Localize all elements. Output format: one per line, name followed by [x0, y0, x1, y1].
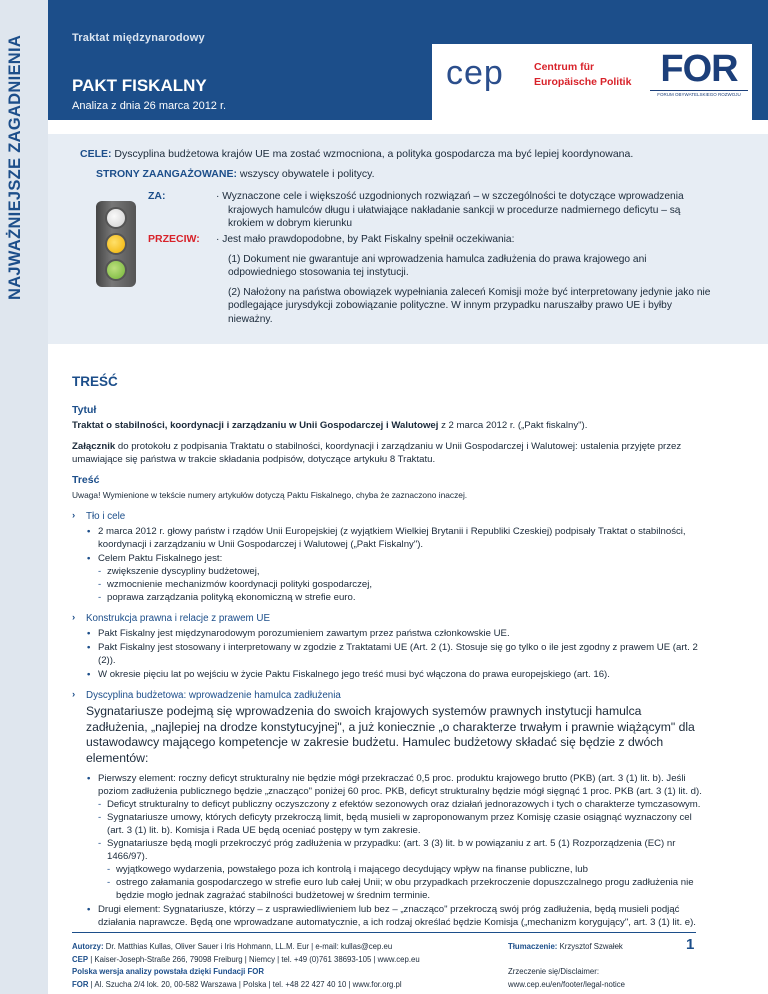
key-issues-vertical-label: NAJWAŻNIEJSZE ZAGADNIENIA	[6, 34, 24, 300]
analysis-date: Analiza z dnia 26 marca 2012 r.	[72, 100, 227, 112]
content-subheading: Treść	[72, 474, 100, 486]
traffic-light-icon	[96, 201, 136, 287]
traffic-light-green	[105, 259, 127, 281]
cep-logo: cep	[446, 54, 504, 92]
footer-divider	[72, 932, 696, 933]
page-number: 1	[686, 936, 695, 953]
article-note: Uwaga! Wymienione w tekście numery artykułów dotyczą Paktu Fiskalnego, chyba że zaznaczono inaczej.	[72, 490, 468, 500]
list-item-background: › Tło i cele • 2 marca 2012 r. głowy państw i rządów Unii Europejskiej (z wyjątkiem Wielkiej Brytanii i Republiki Czeskiej) podpisały Traktat o stabilności, koordynacji i zarządzaniu w Unii Gospodarczej i Walutowej („Pakt Fiskalny"). • Celem Paktu Fiskalnego jest: - zwiększenie dyscypliny budżetowej, - wzmocnienie mechanizmów koordynacji polityki gospodarczej, - poprawa zarządzania polityką ekonomiczną w strefie euro.	[72, 510, 702, 604]
cons-text: · Jest mało prawdopodobne, by Pakt Fiskalny spełnił oczekiwania: (1) Dokument nie gwarantuje ani wprowadzenia hamulca zadłużenia do prawa krajowego ani odpowiedniego stosowania tej instytucji. (2) Nałożony na państwa obowiązek wypełniania zaleceń Komisji może być interpretowany jedynie jako nie podlegające jurysdykcji zobowiązanie polityczne. W innym przypadku naruszałby prawo UE i byłby nieważny.	[216, 233, 716, 332]
list-item-budget-discipline: › Dyscyplina budżetowa: wprowadzenie hamulca zadłużenia Sygnatariusze podejmą się wprowadzenia do swoich krajowych systemów prawnych instytucji hamulca zadłużenia, „najlepiej na drodze konstytucyjnej", a już koniecznie „o charakterze trwałym i prawnie wiążącym" dla ustawodawcy mającego kompetencje w zakresie budżetu. Hamulec budżetowy składać się będzie z dwóch elementów: • Pierwszy element: roczny deficyt strukturalny nie będzie mógł przekraczać 0,5 proc. produktu krajowego brutto (PKB) (art. 3 (1) lit. b). Jeśli poziom zadłużenia publicznego będzie „znacząco" poniżej 60 proc. PKB, deficyt strukturalny będzie mógł sięgnąć 1 proc. PKB (art. 3 (1) lit. d). - Deficyt strukturalny to deficyt publiczny oczyszczony z efektów sezonowych oraz działań jednorazowych i tych o charakterze tymczasowym. - Sygnatariusze umowy, których deficyty przekroczą limit, będą musieli w zaproponowanym przez Komisję czasie osiągnąć wyznaczony cel (art. 3 (1) lit. b). Komisja i Rada UE będą oceniać postępy w tym zakresie. - Sygnatariusze będą mogli przekroczyć próg zadłużenia w przypadku: (art. 3 (3) lit. b w powiązaniu z art. 5 (1) Rozporządzenia (EC) nr 1466/97). - wyjątkowego wydarzenia, powstałego poza ich kontrolą i mającego decydujący wpływ na finanse publiczne, lub - ostrego załamania gospodarczego w strefie euro lub całej Unii; w obu przypadkach przekroczenie dopuszczalnego progu zadłużenia nie będzie mogło jednak zagrażać stabilności budżetowej w średnim terminie. • Drugi element: Sygnatariusze, którzy – z usprawiedliwieniem lub bez – „znacząco" przekroczą swój próg zadłużenia, będą musieli podjąć działania naprawcze. Będą one wprowadzane automatycznie, a ich rodzaj określać będzie Komisja („mechanizm korygujący", art. 3 (1) lit. e).	[72, 689, 702, 929]
title-paragraph: Traktat o stabilności, koordynacji i zarządzaniu w Unii Gospodarczej i Walutowej z 2 marca 2012 r. („Pakt fiskalny").	[72, 420, 588, 431]
document-kicker: Traktat międzynarodowy	[72, 32, 205, 44]
cons-point-1: (1) Dokument nie gwarantuje ani wprowadzenia hamulca zadłużenia do prawa krajowego ani odpowiedniego stosowania tej instytucji.	[228, 253, 647, 278]
title-subheading: Tytuł	[72, 404, 97, 416]
chevron-right-icon: ›	[72, 510, 76, 521]
pros-text: · Wyznaczone cele i większość uzgodnionych rozwiązań – w szczególności te dotyczące wprowadzenia krajowych hamulców długu i ułatwiające nakładanie sankcji w procedurze nadmiernego deficytu – są krokiem w dobrym kierunku	[216, 191, 684, 229]
goals-line: CELE: Dyscyplina budżetowa krajów UE ma zostać wzmocniona, a polityka gospodarcza ma być lepiej koordynowana.	[80, 148, 634, 160]
traffic-light-top	[105, 207, 127, 229]
header-banner	[48, 0, 768, 120]
section-title: TREŚĆ	[72, 374, 118, 389]
traffic-light-yellow	[105, 233, 127, 255]
footer-translation: Tłumaczenie: Krzysztof Szwałek Zrzeczenie się/Disclaimer: www.cep.eu/en/footer/legal-notice	[508, 942, 626, 989]
list-item-legal-structure: › Konstrukcja prawna i relacje z prawem UE • Pakt Fiskalny jest międzynarodowym porozumieniem zawartym przez państwa członkowskie UE. • Pakt Fiskalny jest stosowany i interpretowany w zgodzie z Traktatami UE (Art. 2 (1). Stosuje się go tylko o ile jest zgodny z prawem UE (art. 2 (2)). • W okresie pięciu lat po wejściu w życie Paktu Fiskalnego jego treść musi być włączona do prawa europejskiego (art. 16).	[72, 612, 702, 681]
chevron-right-icon: ›	[72, 612, 76, 623]
pros-label: ZA:	[148, 190, 166, 202]
logos-panel	[432, 44, 752, 120]
cons-point-2: (2) Nałożony na państwa obowiązek wypełniania zaleceń Komisji może być interpretowany jedynie jako nie podlegające jurysdykcji zobowiązanie polityczne. W innym przypadku naruszałby prawo UE i byłby nieważny.	[228, 286, 711, 325]
footer-credits: Autorzy: Dr. Matthias Kullas, Oliver Sauer i Iris Hohmann, LL.M. Eur | e-mail: kullas@cep.eu CEP | Kaiser-Joseph-Straße 266, 79098 Freiburg | Niemcy | tel. +49 (0)761 38693-105 | www.cep.eu Polska wersja analizy powstała dzięki Fundacji FOR FOR | Al. Szucha 2/4 lok. 20, 00-582 Warszawa | Polska | tel. +48 22 427 40 10 | www.for.org.pl	[72, 942, 420, 989]
stakeholders-line: STRONY ZAANGAŻOWANE: wszyscy obywatele i politycy.	[96, 168, 375, 180]
cons-label: PRZECIW:	[148, 233, 200, 245]
for-logo: FOR FORUM OBYWATELSKIEGO ROZWOJU	[650, 50, 748, 97]
page-title: PAKT FISKALNY	[72, 76, 207, 95]
chevron-right-icon: ›	[72, 689, 76, 700]
annex-paragraph: Załącznik do protokołu z podpisania Traktatu o stabilności, koordynacji i zarządzaniu w Unii Gospodarczej i Walutowej: ustalenia przyjęte przez umawiające się państwa w trakcie składania podpisów, dotyczące artykułu 8 Traktatu.	[72, 441, 682, 465]
content-body	[72, 404, 702, 929]
cep-name: Centrum für Europäische Politik	[534, 61, 632, 88]
